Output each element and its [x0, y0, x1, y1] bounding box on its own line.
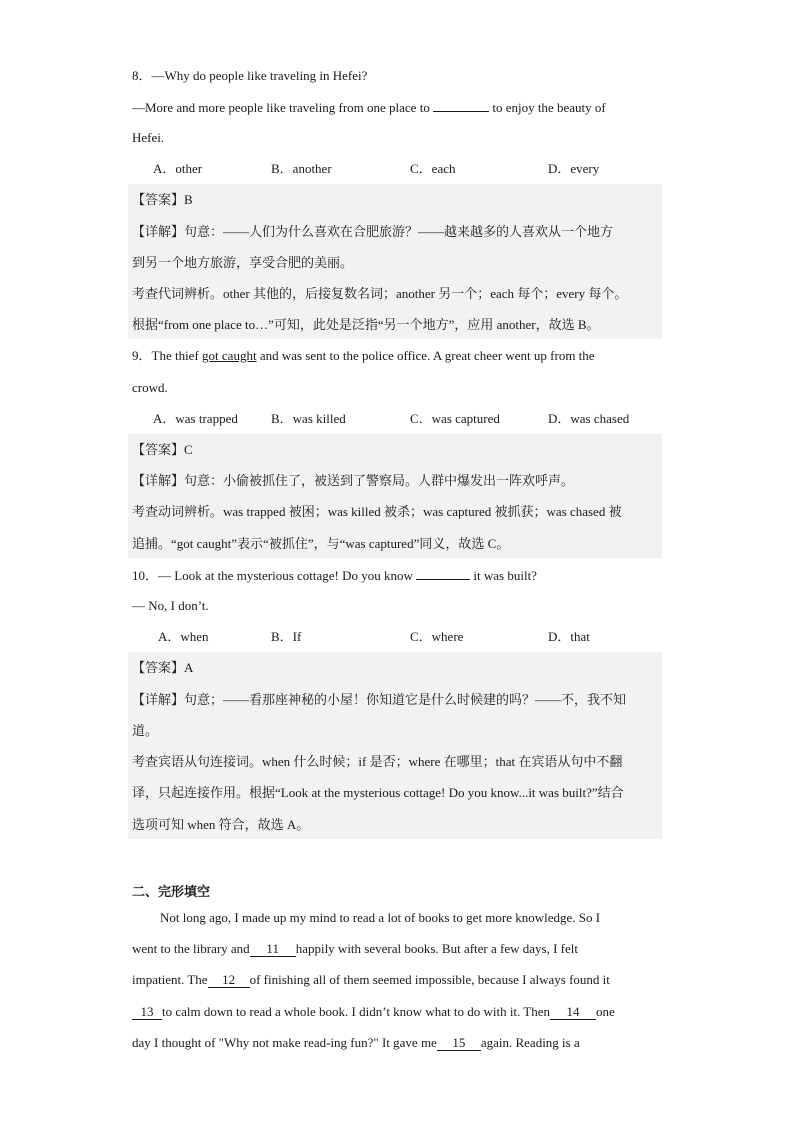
q8-exp1: 【详解】句意：——人们为什么喜欢在合肥旅游？——越来越多的人喜欢从一个地方: [132, 224, 614, 239]
q9-option-b: B．was killed: [271, 411, 346, 426]
section-title: 二、完形填空: [132, 884, 211, 899]
q10-stem-post: it was built?: [470, 568, 537, 583]
q8-option-a: A．other: [153, 161, 203, 176]
q8-option-d: D．every: [548, 161, 600, 176]
q10-option-a: A．when: [158, 629, 209, 644]
cloze-line-4: [132, 1002, 615, 1022]
q8-stem: 8．—Why do people like traveling in Hefei?: [132, 68, 368, 83]
cloze-line-3-pre: impatient. The: [132, 972, 208, 987]
q10-exp3: 考查宾语从句连接词。when 什么时候；if 是否；where 在哪里；that 在宾语从句中不翻: [132, 754, 623, 769]
q10-answer-box: [128, 652, 662, 839]
q10-answer: 【答案】A: [132, 660, 194, 675]
q10-exp1: 【详解】句意；——看那座神秘的小屋！你知道它是什么时候建的吗？——不，我不知: [132, 692, 627, 707]
q8-line2-post: to enjoy the beauty of: [489, 100, 606, 115]
blank-12: 12: [208, 972, 250, 988]
q9-underlined-phrase: got caught: [202, 348, 257, 363]
q9-answer: 【答案】C: [132, 442, 193, 457]
q9-stem-pre: 9．The thief: [132, 348, 203, 363]
q8-line2-pre: —More and more people like traveling from one place to: [132, 100, 434, 115]
cloze-line-2: [132, 939, 578, 959]
cloze-line-5-pre: day I thought of "Why not make read-ing fun?" It gave me: [132, 1035, 437, 1050]
q10-stem-pre: 10．— Look at the mysterious cottage! Do you know: [132, 568, 417, 583]
q9-exp1: 【详解】句意：小偷被抓住了，被送到了警察局。人群中爆发出一阵欢呼声。: [132, 473, 575, 488]
cloze-line-2-post: happily with several books. But after a few days, I felt: [295, 941, 578, 956]
q10-line2: — No, I don’t.: [132, 598, 209, 613]
cloze-line-2-pre: went to the library and: [132, 941, 250, 956]
q8-exp3: 考查代词辨析。other 其他的，后接复数名词；another 另一个；each 每个；every 每个。: [132, 286, 628, 301]
q10-exp5: 选项可知 when 符合，故选 A。: [132, 817, 310, 832]
q10-exp2: 道。: [132, 723, 159, 738]
q9-exp3: 追捕。“got caught”表示“被抓住”，与“was captured”同义，故选 C。: [132, 536, 510, 551]
cloze-line-1: Not long ago, I made up my mind to read a lot of books to get more knowledge. So I: [160, 910, 601, 925]
q8-blank: [433, 97, 489, 112]
q9-line2: crowd.: [132, 380, 168, 395]
q8-exp2: 到另一个地方旅游，享受合肥的美丽。: [132, 255, 354, 270]
q8-exp4: 根据“from one place to…”可知，此处是泛指“另一个地方”，应用 another，故选 B。: [132, 317, 600, 332]
blank-11: 11: [250, 941, 296, 957]
q9-option-a: A．was trapped: [153, 411, 238, 426]
q8-line2: [132, 97, 606, 118]
q10-stem: [132, 565, 537, 586]
cloze-line-5-post: again. Reading is a: [480, 1035, 580, 1050]
q10-blank: [416, 565, 470, 580]
q9-option-d: D．was chased: [548, 411, 630, 426]
q8-option-c: C．each: [410, 161, 456, 176]
cloze-line-4-end: one: [596, 1004, 615, 1019]
blank-14: 14: [550, 1004, 596, 1020]
q10-option-d: D．that: [548, 629, 590, 644]
q8-answer: 【答案】B: [132, 192, 193, 207]
q9-exp2: 考查动词辨析。was trapped 被困；was killed 被杀；was captured 被抓获；was chased 被: [132, 504, 622, 519]
blank-13: 13: [132, 1004, 162, 1020]
q10-exp4: 译，只起连接作用。根据“Look at the mysterious cottage! Do you know...it was built?”结合: [132, 785, 624, 800]
q10-option-b: B．If: [271, 629, 302, 644]
q8-option-b: B．another: [271, 161, 332, 176]
q9-option-c: C．was captured: [410, 411, 500, 426]
cloze-line-4-mid: to calm down to read a whole book. I didn’t know what to do with it. Then: [162, 1004, 551, 1019]
cloze-line-3: [132, 970, 610, 990]
blank-15: 15: [437, 1035, 481, 1051]
q8-line3: Hefei.: [132, 130, 165, 145]
cloze-line-3-post: of finishing all of them seemed impossible, because I always found it: [249, 972, 610, 987]
q9-stem-post: and was sent to the police office. A great cheer went up from the: [256, 348, 595, 363]
q9-stem: [132, 346, 595, 366]
cloze-line-5: [132, 1033, 580, 1053]
q10-option-c: C．where: [410, 629, 464, 644]
